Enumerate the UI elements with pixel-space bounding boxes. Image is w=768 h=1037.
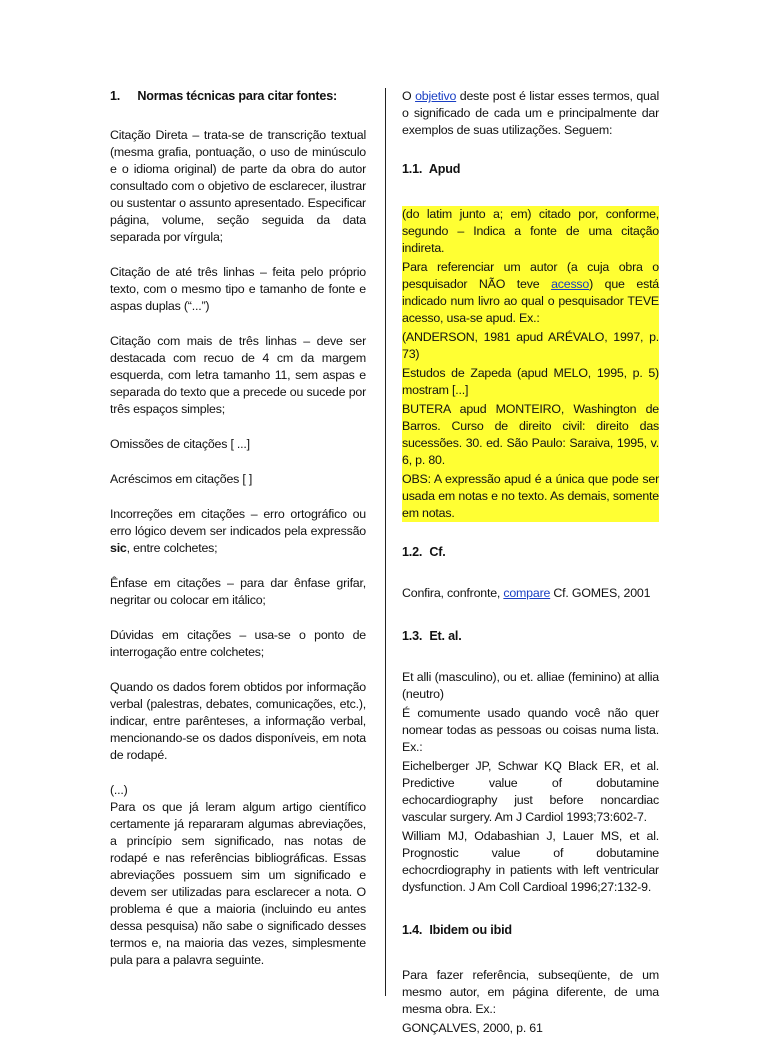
text-fragment: , entre colchetes; — [126, 541, 218, 555]
left-column — [110, 88, 366, 969]
apud-example-1: (ANDERSON, 1981 apud ARÉVALO, 1997, p. 73) — [402, 330, 659, 361]
paragraph-enfase: Ênfase em citações – para dar ênfase grifar, negritar ou colocar em itálico; — [110, 576, 366, 607]
text-fragment: Para referenciar um autor (a cuja obra o pesquisador NÃO teve — [402, 260, 659, 291]
et-al-definition: Et alli (masculino), ou et. alliae (feminino) at allia (neutro) — [402, 670, 659, 701]
paragraph-citacao-tres-linhas: Citação de até três linhas – feita pelo próprio texto, com o mesmo tipo e tamanho de fonte e aspas duplas (“...”) — [110, 265, 366, 313]
text-fragment: Incorreções em citações – erro ortográfico ou erro lógico devem ser indicados pela expressão — [110, 507, 366, 538]
section-title: Ibidem ou ibid — [429, 923, 512, 937]
section-heading-et-al — [402, 628, 659, 645]
section-heading-ibidem — [402, 922, 659, 939]
text-fragment: O — [402, 89, 416, 103]
section-title: Normas técnicas para citar fontes: — [137, 89, 337, 103]
apud-definition: (do latim junto a; em) citado por, conforme, segundo – Indica a fonte de uma citação indireta. — [402, 207, 659, 255]
paragraph-intro — [402, 88, 659, 139]
paragraph-duvidas: Dúvidas em citações – usa-se o ponto de interrogação entre colchetes; — [110, 628, 366, 659]
paragraph-citacao-direta: Citação Direta – trata-se de transcrição textual (mesma grafia, pontuação, o uso de minúsculo e o idioma original) de parte da obra do autor consultado com o objetivo de esclarecer, ilustrar ou sustentar o assunto apresentado. Especificar página, volume, seção seguida da data separada por vírgula; — [110, 128, 366, 244]
apud-example-2: Estudos de Zapeda (apud MELO, 1995, p. 5) mostram [...] — [402, 366, 659, 397]
ibidem-definition: Para fazer referência, subseqüente, de um mesmo autor, em página diferente, de uma mesma obra. Ex.: — [402, 968, 659, 1016]
section-title: Apud — [428, 162, 461, 176]
paragraph-abreviacoes: Para os que já leram algum artigo científico certamente já repararam algumas abreviações, a princípio sem significado, nas notas de rodapé e nas referências bibliográficas. Essas abreviações possuem sim um significado e devem ser utilizadas para esclarecer a nota. O problema é que a maioria (incluindo eu antes dessa pesquisa) não sabe o significado desses termos e, na maioria das vezes, simplesmente pula para a palavra seguinte. — [110, 800, 366, 967]
section-heading-1 — [110, 88, 366, 105]
section-heading-cf — [402, 544, 659, 561]
acesso-link[interactable]: acesso — [551, 277, 590, 291]
section-heading-apud — [402, 161, 659, 178]
column-divider — [385, 88, 386, 996]
text-fragment: deste post é listar esses termos, qual o significado de cada um e principalmente dar exemplos de suas utilizações. Seguem: — [402, 89, 659, 137]
right-column — [402, 88, 659, 1037]
compare-link[interactable]: compare — [503, 586, 551, 600]
paragraph-incorrecoes — [110, 506, 366, 557]
apud-example-3: BUTERA apud MONTEIRO, Washington de Barros. Curso de direito civil: direito das sucessões. 30. ed. São Paulo: Saraiva, 1995, v. 6, p. 80. — [402, 402, 659, 467]
paragraph-informacao-verbal: Quando os dados forem obtidos por informação verbal (palestras, debates, comunicações, etc.), indicar, entre parênteses, a informação verbal, mencionando-se os dados disponíveis, em nota de rodapé. — [110, 680, 366, 762]
et-al-example-2: William MJ, Odabashian J, Lauer MS, et al. Prognostic value of dobutamine echocrdiography in patients with left ventricular dysfunction. J Am Coll Cardioal 1996;27:132-9. — [402, 829, 659, 894]
ibidem-example: GONÇALVES, 2000, p. 61 — [402, 1021, 543, 1035]
text-fragment: Cf. GOMES, 2001 — [550, 586, 651, 600]
paragraph-acrescimos: Acréscimos em citações [ ] — [110, 472, 253, 486]
section-number: 1. — [110, 89, 121, 103]
ellipsis-marker: (...) — [110, 783, 128, 797]
paragraph-omissoes: Omissões de citações [ ...] — [110, 437, 250, 451]
apud-highlight-block — [402, 206, 659, 522]
section-number: 1.2. — [402, 545, 423, 559]
objetivo-link[interactable]: objetivo — [415, 89, 457, 103]
section-title: Cf. — [429, 545, 446, 559]
paragraph-citacao-mais-tres-linhas: Citação com mais de três linhas – deve ser destacada com recuo de 4 cm da margem esquerda, com letra tamanho 11, sem aspas e separada do texto que a precede ou sucede por três espaços simples; — [110, 334, 366, 416]
et-al-example-1: Eichelberger JP, Schwar KQ Black ER, et al. Predictive value of dobutamine echocardiography just before noncardiac vascular surgery. Am J Cardiol 1993;73:602-7. — [402, 759, 659, 824]
apud-note: OBS: A expressão apud é a única que pode ser usada em notas e no texto. As demais, somente em notas. — [402, 472, 659, 520]
et-al-usage: É comumente usado quando você não quer nomear todas as pessoas ou coisas numa lista. Ex.: — [402, 706, 659, 754]
section-number: 1.1. — [402, 162, 423, 176]
text-fragment: ) que está indicado num livro ao qual o pesquisador TEVE acesso, usa-se apud. Ex.: — [402, 277, 659, 325]
apud-usage — [402, 259, 659, 327]
sic-term: sic — [110, 541, 127, 555]
section-number: 1.3. — [402, 629, 423, 643]
section-number: 1.4. — [402, 923, 423, 937]
text-fragment: Confira, confronte, — [402, 586, 504, 600]
cf-definition — [402, 585, 659, 602]
section-title: Et. al. — [429, 629, 462, 643]
